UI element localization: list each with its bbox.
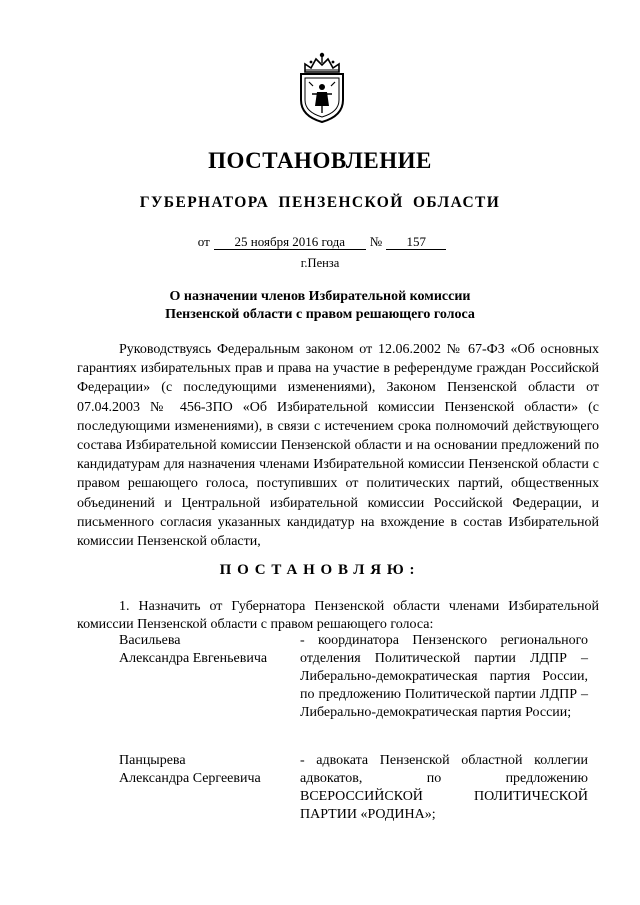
coat-of-arms-icon [295, 50, 349, 124]
document-subject [0, 288, 640, 324]
member-surname: Панцырева [119, 753, 186, 768]
item-1-paragraph: 1. Назначить от Губернатора Пензенской области членами Избирательной комиссии Пензенской области с правом решающего голоса: [77, 599, 599, 632]
date-prefix: от [197, 234, 210, 249]
member-name [119, 752, 294, 788]
member-given-names: Александра Сергеевича [119, 771, 261, 786]
city-line: г.Пенза [300, 256, 340, 270]
preamble-paragraph: Руководствуясь Федеральным законом от 12.06.2002 № 67-ФЗ «Об основных гарантиях избирательных прав и права на участие в референдуме граждан Российской Федерации» (с последующими изменениями), Законом Пензенской области от 07.04.2003 № 456-ЗПО «Об Избирательной комиссии Пензенской области» (с последующими изменениями), в связи с истечением срока полномочий действующего состава Избирательной комиссии Пензенской области и на основании предложений по кандидатурам для назначения членами Избирательной комиссии Пензенской области с правом решающего голоса, поступивших от политических партий, общественных объединений и Центральной избирательной комиссии Российской Федерации, и письменного согласия указанных кандидатур на вхождение в состав Избирательной комиссии Пензенской области, [77, 342, 599, 550]
member-name [119, 632, 294, 668]
document-number: 157 [386, 235, 446, 250]
subject-line-2: Пензенской области с правом решающего голоса [165, 307, 475, 322]
member-role: - адвоката Пензенской областной коллегии адвокатов, по предложению ВСЕРОССИЙСКОЙ ПОЛИТИЧЕСКОЙ ПАРТИИ «РОДИНА»; [300, 753, 588, 822]
document-date: 25 ноября 2016 года [214, 235, 366, 250]
document-type-title: ПОСТАНОВЛЕНИЕ [208, 148, 432, 173]
member-surname: Васильева [119, 633, 181, 648]
decree-heading: ПОСТАНОВЛЯЮ: [219, 562, 421, 578]
date-number-line [0, 234, 640, 250]
subject-line-1: О назначении членов Избирательной комиссии [169, 289, 471, 304]
member-given-names: Александра Евгеньевича [119, 651, 268, 666]
issuer-title: ГУБЕРНАТОРА ПЕНЗЕНСКОЙ ОБЛАСТИ [139, 194, 501, 211]
number-prefix: № [369, 234, 383, 249]
member-role: - координатора Пензенского регионального отделения Политической партии ЛДПР – Либерально-демократическая партия России, по предложению Политической партии ЛДПР – Либерально-демократическая партия России; [300, 633, 588, 720]
